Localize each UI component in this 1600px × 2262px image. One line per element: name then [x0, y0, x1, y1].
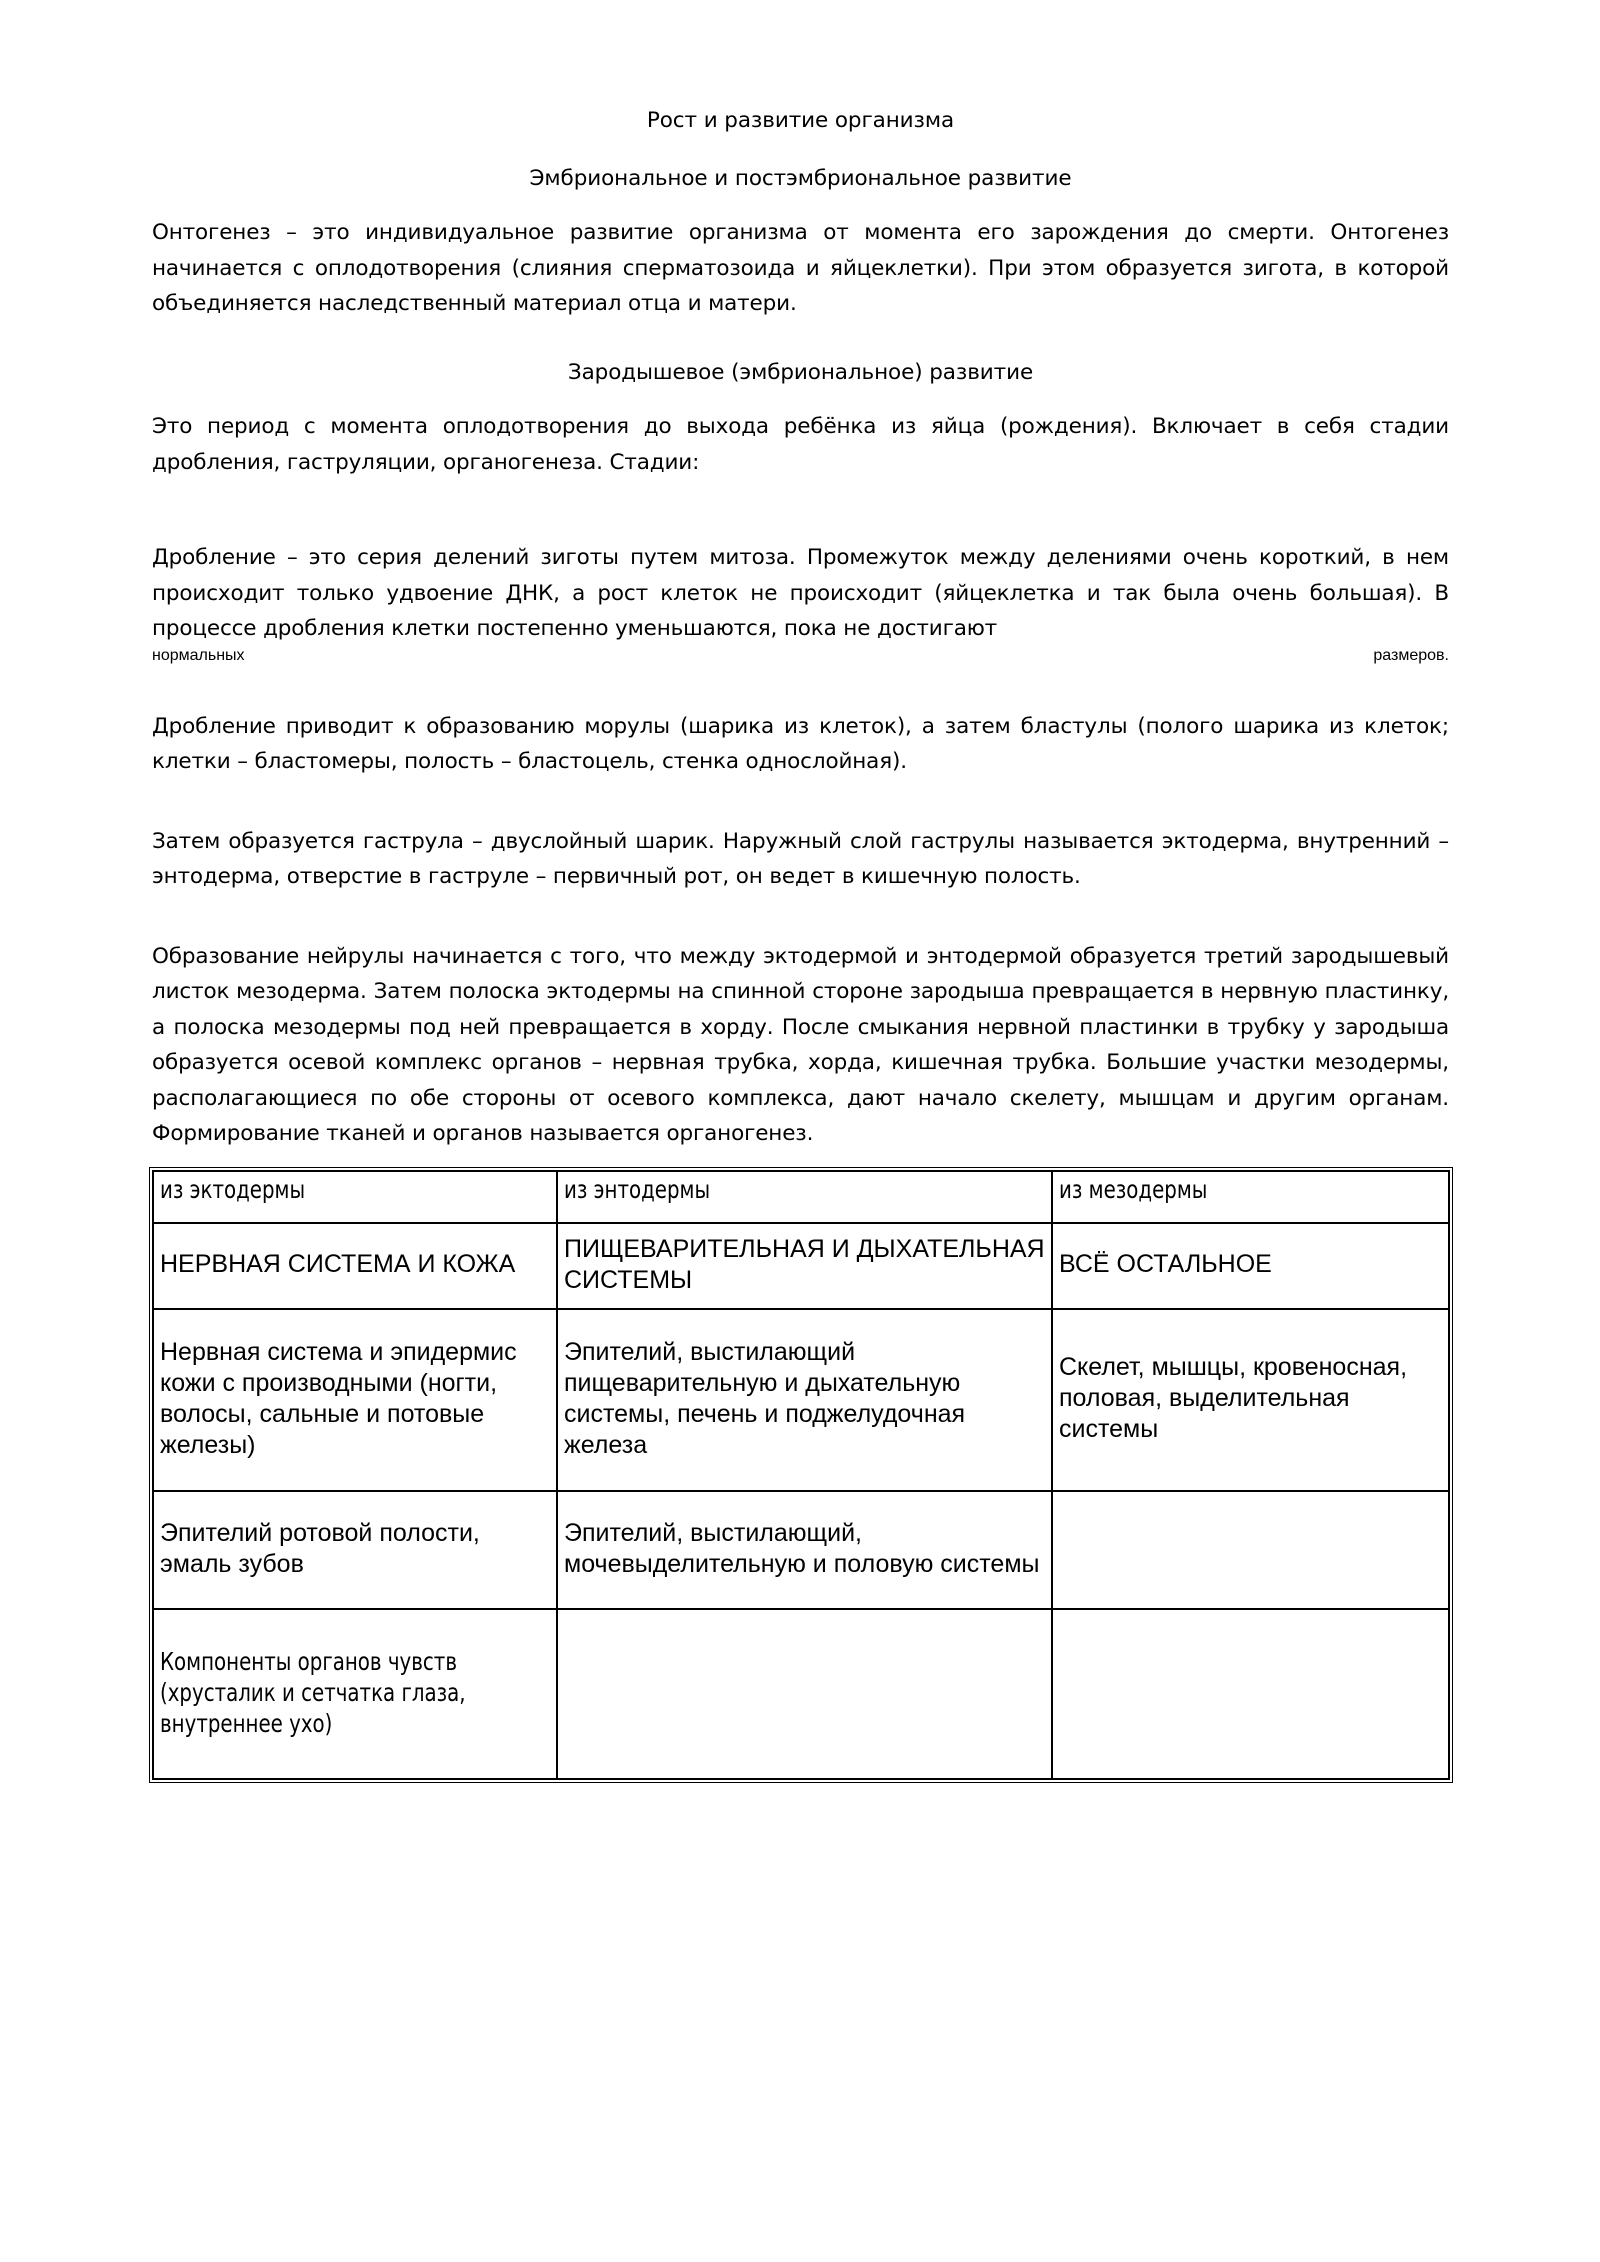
paragraph-morula-blastula: Дробление приводит к образованию морулы (шарика из клеток), а затем бластулы (полого шарика из клеток; клетки – бластомеры, полость – бластоцель, стенка однослойная). — [152, 713, 1449, 774]
table-cell-endoderm — [557, 1309, 1052, 1491]
paragraph-gastrula: Затем образуется гаструла – двуслойный шарик. Наружный слой гаструлы называется эктодерма, внутренний – энтодерма, отверстие в гаструле – первичный рот, он ведет в кишечную полость. — [152, 828, 1449, 889]
table-cell-text: Эпителий ротовой полости, эмаль зубов — [160, 1518, 480, 1578]
table-cell-endoderm — [557, 1491, 1052, 1609]
table-header-mesoderm — [1052, 1171, 1449, 1223]
section-heading-embryonic: Эмбриональное и постэмбриональное развитие — [529, 165, 1072, 191]
table-cell-ectoderm — [153, 1609, 557, 1779]
table-cell-ectoderm — [153, 1223, 557, 1309]
table-cell-mesoderm — [1052, 1491, 1449, 1609]
table-header-ectoderm-label: из эктодермы — [160, 1174, 306, 1204]
germ-layers-table — [152, 1170, 1450, 1780]
paragraph-germinal-period: Это период с момента оплодотворения до выхода ребёнка из яйца (рождения). Включает в себя стадии дробления, гаструляции, органогенеза. Стадии: — [152, 414, 1449, 475]
document-content — [152, 0, 1449, 1780]
paragraph-cleavage-last-line — [152, 647, 1449, 665]
table-cell-ectoderm — [153, 1309, 557, 1491]
table-cell-text: ПИЩЕВАРИТЕЛЬНАЯ И ДЫХАТЕЛЬНАЯ СИСТЕМЫ — [564, 1234, 1045, 1294]
table-row — [153, 1223, 1449, 1309]
table-cell-text: ВСЁ ОСТАЛЬНОЕ — [1059, 1250, 1272, 1278]
section-heading-germinal: Зародышевое (эмбриональное) развитие — [567, 359, 1034, 385]
table-cell-mesoderm — [1052, 1223, 1449, 1309]
page-title: Рост и развитие организма — [646, 108, 955, 133]
table-cell-text: Эпителий, выстилающий пищеварительную и дыхательную системы, печень и поджелудочная железа — [564, 1337, 966, 1459]
paragraph-ontogenesis: Онтогенез – это индивидуальное развитие организма от момента его зарождения до смерти. Онтогенез начинается с оплодотворения (слияния сперматозоида и яйцеклетки). При этом образуется зигота, в которой объединяется наследственный материал отца и матери. — [152, 220, 1449, 316]
table-row — [153, 1491, 1449, 1609]
table-header-row — [153, 1171, 1449, 1223]
table-cell-endoderm — [557, 1223, 1052, 1309]
paragraph-neurula: Образование нейрулы начинается с того, что между эктодермой и энтодермой образуется третий зародышевый листок мезодерма. Затем полоска эктодермы на спинной стороне зародыша превращается в нервную пластинку, а полоска мезодермы под ней превращается в хорду. После смыкания нервной пластинки в трубку у зародыша образуется осевой комплекс органов – нервная трубка, хорда, кишечная трубка. Большие участки мезодермы, располагающиеся по обе стороны от осевого комплекса, дают начало скелету, мышцам и другим органам. Формирование тканей и органов называется органогенез. — [152, 943, 1449, 1146]
table-header-ectoderm — [153, 1171, 557, 1223]
table-cell-mesoderm — [1052, 1309, 1449, 1491]
table-cell-text: НЕРВНАЯ СИСТЕМА И КОЖА — [160, 1250, 516, 1278]
cleavage-last-line-left: нормальных — [152, 646, 245, 664]
table-cell-mesoderm — [1052, 1609, 1449, 1779]
table-cell-text: Эпителий, выстилающий, мочевыделительную и половую системы — [564, 1518, 1040, 1578]
table-cell-text: Скелет, мышцы, кровеносная, половая, выделительная системы — [1059, 1353, 1408, 1443]
paragraph-cleavage: Дробление – это серия делений зиготы путем митоза. Промежуток между делениями очень короткий, в нем происходит только удвоение ДНК, а рост клеток не происходит (яйцеклетка и так была очень большая). В процессе дробления клетки постепенно уменьшаются, пока не достигают — [152, 545, 1449, 641]
table-cell-endoderm — [557, 1609, 1052, 1779]
table-row — [153, 1309, 1449, 1491]
table-row — [153, 1609, 1449, 1779]
table-cell-text: Компоненты органов чувств (хрусталик и сетчатка глаза, внутреннее ухо) — [160, 1647, 466, 1738]
cleavage-last-line-right: размеров. — [1373, 646, 1449, 664]
table-header-endoderm — [557, 1171, 1052, 1223]
table-header-endoderm-label: из энтодермы — [564, 1174, 711, 1204]
table-cell-ectoderm — [153, 1491, 557, 1609]
table-header-mesoderm-label: из мезодермы — [1059, 1174, 1208, 1204]
table-cell-text: Нервная система и эпидермис кожи с производными (ногти, волосы, сальные и потовые железы) — [160, 1337, 517, 1459]
